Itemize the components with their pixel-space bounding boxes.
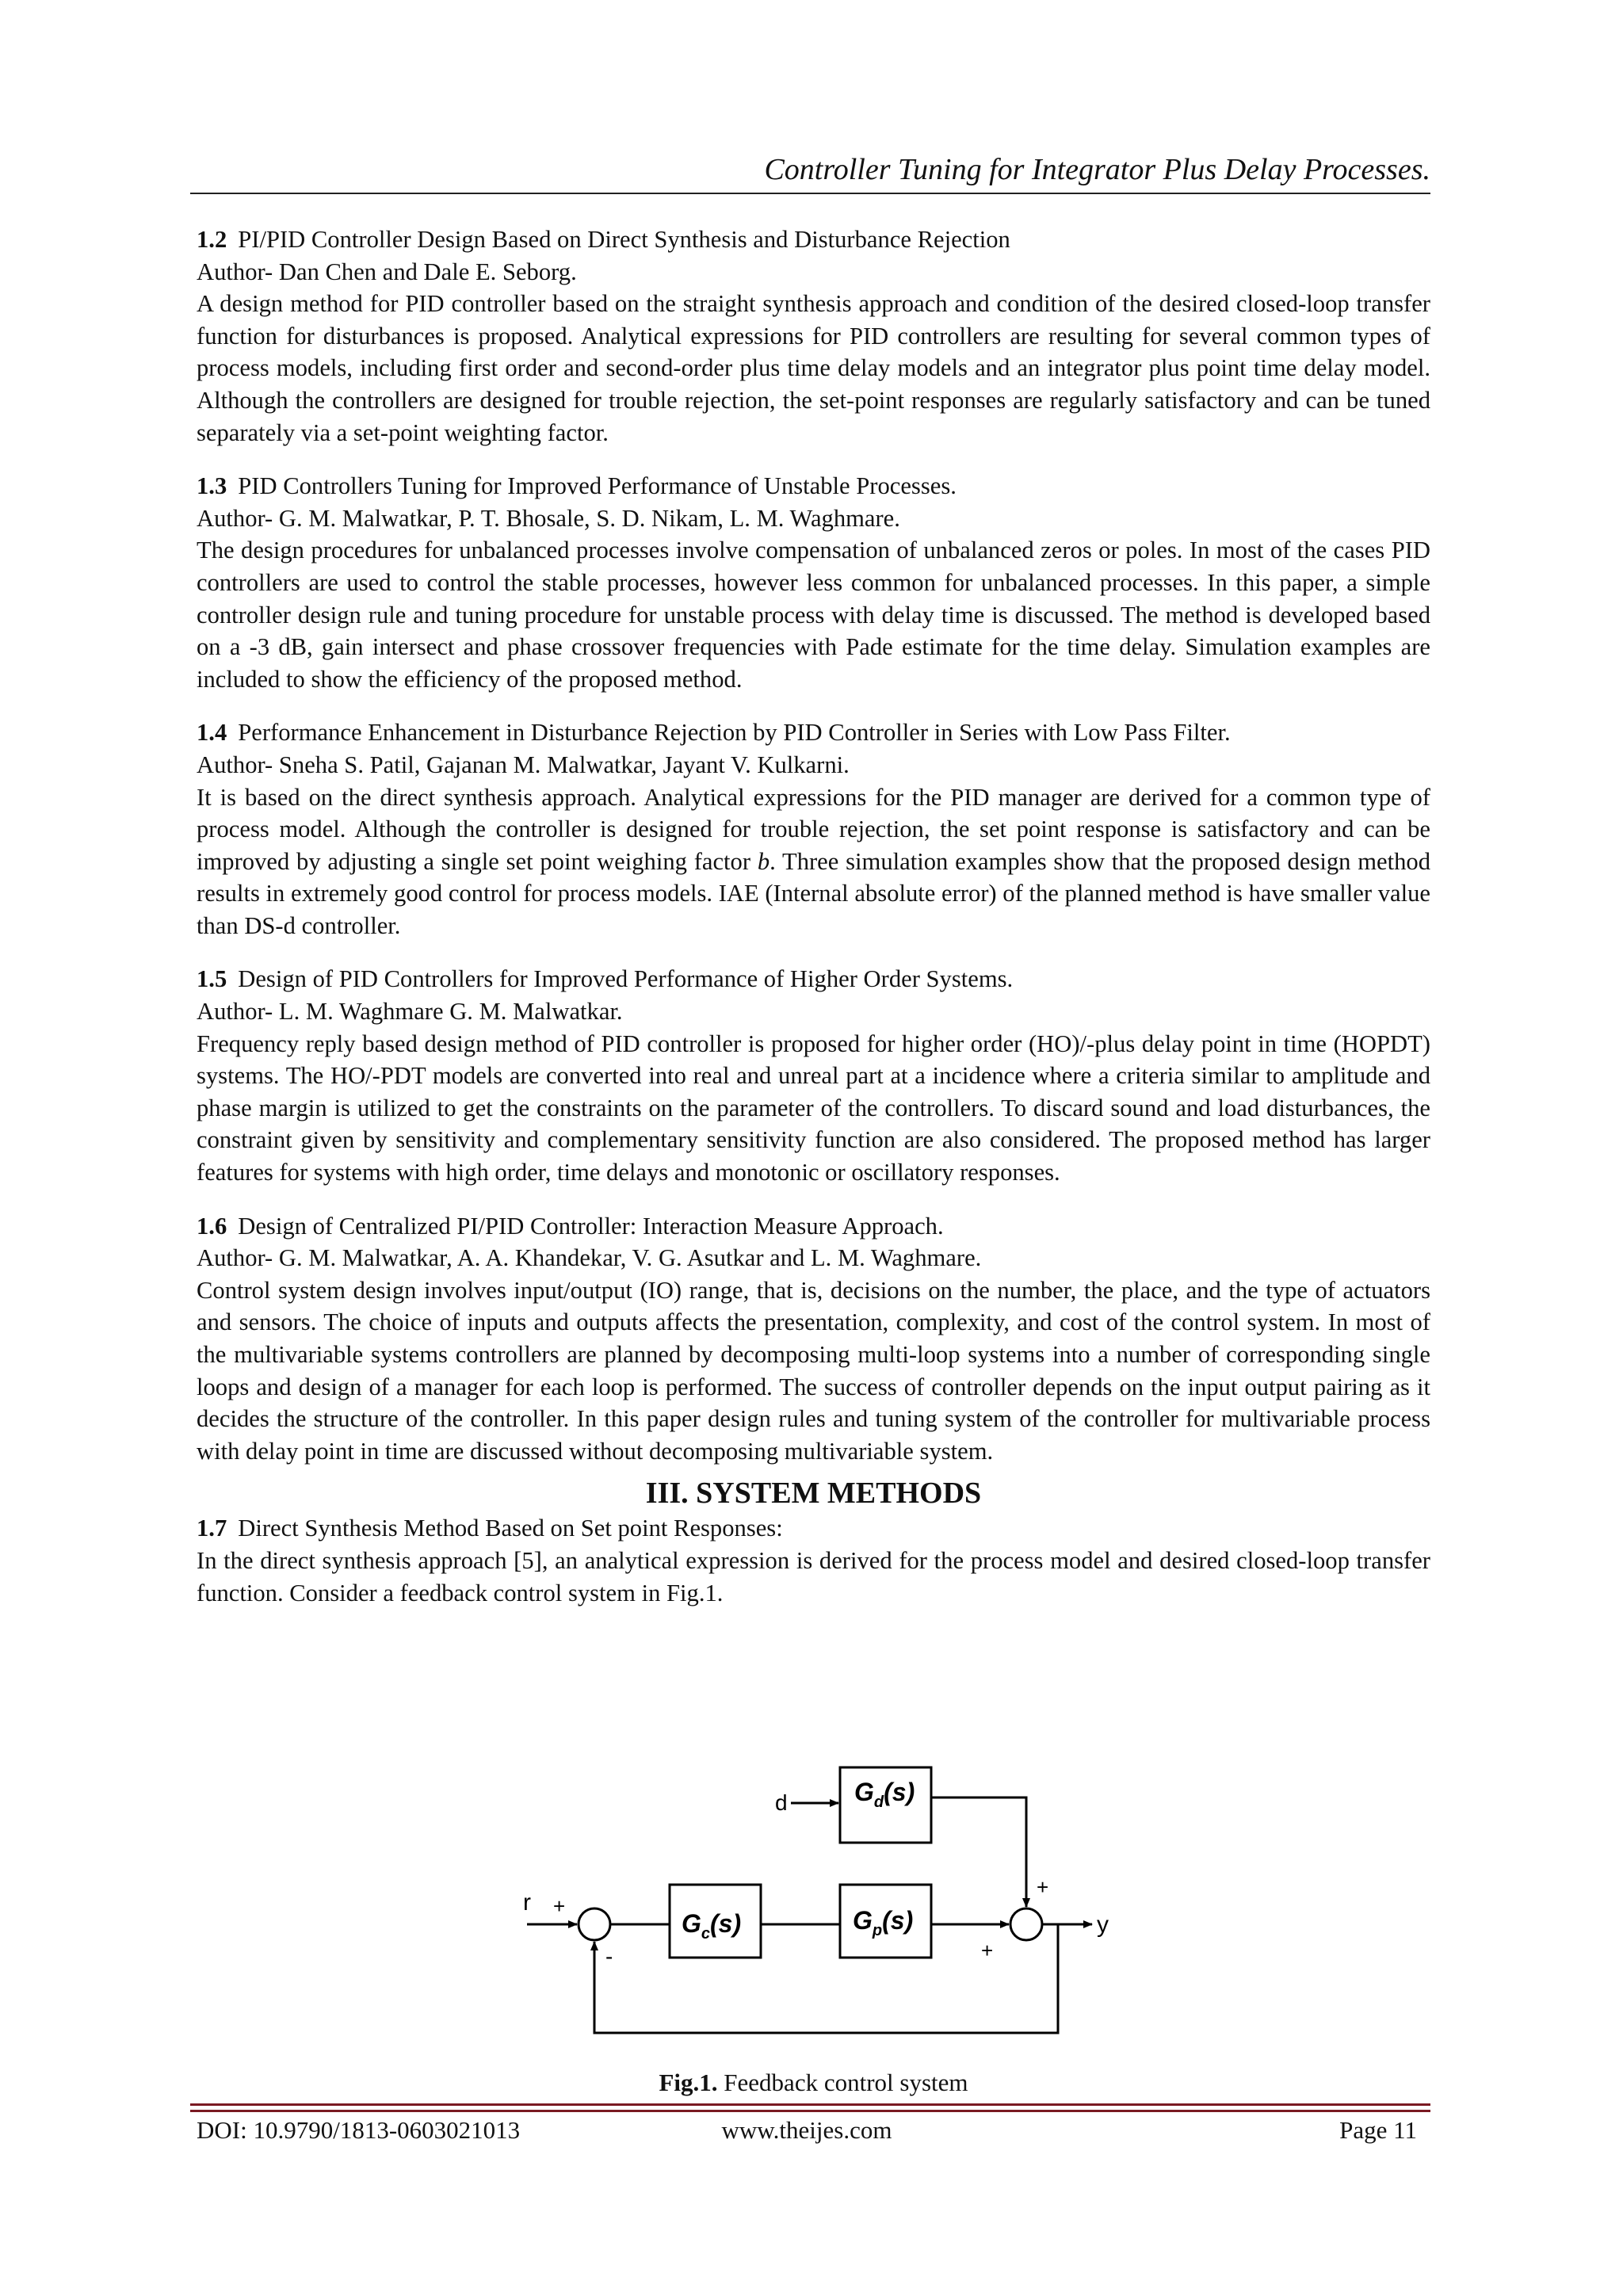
section-1-6 — [197, 1210, 1430, 1468]
minus-sign-feedback: - — [605, 1944, 613, 1969]
section-author: Author- L. M. Waghmare G. M. Malwatkar. — [197, 998, 623, 1026]
r-signal-label: r — [523, 1889, 531, 1916]
footer-page-number: Page 11 — [1339, 2116, 1417, 2144]
section-body: In the direct synthesis approach [5], an analytical expression is derived for the process model and desired closed-loop transfer function. Consider a feedback control system in Fig.1. — [197, 1546, 1430, 1606]
section-title: 1.3 PID Controllers Tuning for Improved Performance of Unstable Processes. — [197, 472, 957, 500]
section-1-3 — [197, 470, 1430, 695]
gc-label: $G_c(s)$ — [682, 1909, 742, 1943]
section-author: Author- G. M. Malwatkar, A. A. Khandekar, V. G. Asutkar and L. M. Waghmare. — [197, 1244, 982, 1272]
gd-label: $G_d(s)$ — [854, 1778, 915, 1811]
variable-b: b — [757, 847, 770, 875]
section-1-5 — [197, 963, 1430, 1188]
caption-text: Feedback control system — [717, 2069, 968, 2096]
plus-sign-disturbance: + — [1037, 1875, 1049, 1899]
section-body: The design procedures for unbalanced processes involve compensation of unbalanced zeros or poles. In most of the cases PID controllers are used to control the stable processes, however less common for unbalanced processes. In this paper, a simple controller design rule and tuning procedure for unstable process with delay time is discussed. The method is developed based on a -3 dB, gain intersect and phase crossover frequencies with Pade estimate for the time delay. Simulation examples are included to show the efficiency of the proposed method. — [197, 537, 1430, 693]
gp-label: $G_p(s)$ — [853, 1906, 914, 1939]
footer-rule-bottom — [190, 2110, 1430, 2112]
feedback-control-diagram — [491, 1752, 1141, 2061]
section-author: Author- Dan Chen and Dale E. Seborg. — [197, 258, 577, 285]
footer-doi: DOI: 10.9790/1813-0603021013 — [197, 2116, 521, 2144]
section-title: 1.7 Direct Synthesis Method Based on Set point Responses: — [197, 1515, 783, 1542]
section-author: Author- G. M. Malwatkar, P. T. Bhosale, S. D. Nikam, L. M. Waghmare. — [197, 504, 900, 532]
section-body: Frequency reply based design method of PID controller is proposed for higher order (HO)/-plus delay point in time (HOPDT) systems. The HO/-PDT models are converted into real and unreal part at a incidence where a criteria similar to amplitude and phase margin is utilized to get the constraints on the parameter of the controllers. To discard sound and load disturbances, the constraint given by sensitivity and complementary sensitivity function are also considered. The proposed method has larger features for systems with high order, time delays and monotonic or oscillatory responses. — [197, 1030, 1430, 1186]
footer-website: www.theijes.com — [721, 2116, 892, 2144]
section-author: Author- Sneha S. Patil, Gajanan M. Malwatkar, Jayant V. Kulkarni. — [197, 751, 850, 778]
section-body: It is based on the direct synthesis approach. Analytical expressions for the PID manager are derived for a common type of process model. Although the controller is designed for trouble rejection, the set point response is satisfactory and can be improved by adjusting a single set point weighing factor b. Three simulation examples show that the proposed design method results in extremely good control for process models. IAE (Internal absolute error) of the planned method is have smaller value than DS-d controller. — [197, 783, 1430, 939]
footer-rule-top — [190, 2103, 1430, 2106]
y-signal-label: y — [1097, 1912, 1109, 1938]
section-title: 1.2 PI/PID Controller Design Based on Direct Synthesis and Disturbance Rejection — [197, 226, 1010, 253]
summing-junction-2 — [1010, 1908, 1042, 1940]
section-body: Control system design involves input/output (IO) range, that is, decisions on the number, the place, and the type of actuators and sensors. The choice of inputs and outputs affects the presentation, complexity, and cost of the control system. In most of the multivariable systems controllers are planned by decomposing multi-loop systems into a number of corresponding single loops and design of a manager for each loop is performed. The success of controller depends on the input output pairing as it decides the structure of the controller. In this paper design rules and tuning system of the controller for multivariable process with delay point in time are discussed without decomposing multivariable system. — [197, 1276, 1430, 1465]
running-header-title: Controller Tuning for Integrator Plus Delay Processes. — [764, 153, 1430, 186]
section-title: 1.5 Design of PID Controllers for Improved Performance of Higher Order Systems. — [197, 965, 1014, 993]
section-1-2 — [197, 223, 1430, 449]
block-diagram-svg — [491, 1752, 1141, 2061]
section-1-7 — [197, 1512, 1430, 1609]
section-title: 1.6 Design of Centralized PI/PID Controller: Interaction Measure Approach. — [197, 1212, 944, 1240]
figure-caption — [197, 2067, 1430, 2099]
d-signal-label: d — [775, 1790, 788, 1815]
section-title: 1.4 Performance Enhancement in Disturbance Rejection by PID Controller in Series with Low Pass Filter. — [197, 719, 1231, 747]
section-body: A design method for PID controller based on the straight synthesis approach and condition of the desired closed-loop transfer function for disturbances is proposed. Analytical expressions for PID controllers are resulting for several common types of process models, including first order and second-order plus time delay models and an integrator plus point time delay model. Although the controllers are designed for trouble rejection, the set-point responses are regularly satisfactory and can be tuned separately via a set-point weighting factor. — [197, 290, 1430, 446]
gd-output-line — [931, 1797, 1026, 1907]
main-content — [197, 223, 1430, 1630]
caption-label: Fig.1. — [659, 2069, 718, 2096]
plus-sign-r: + — [553, 1894, 566, 1918]
header-rule — [190, 193, 1430, 194]
section-1-4 — [197, 716, 1430, 942]
summing-junction-1 — [579, 1908, 610, 1940]
chapter-heading: III. SYSTEM METHODS — [645, 1477, 982, 1511]
plus-sign-process: + — [981, 1939, 994, 1962]
